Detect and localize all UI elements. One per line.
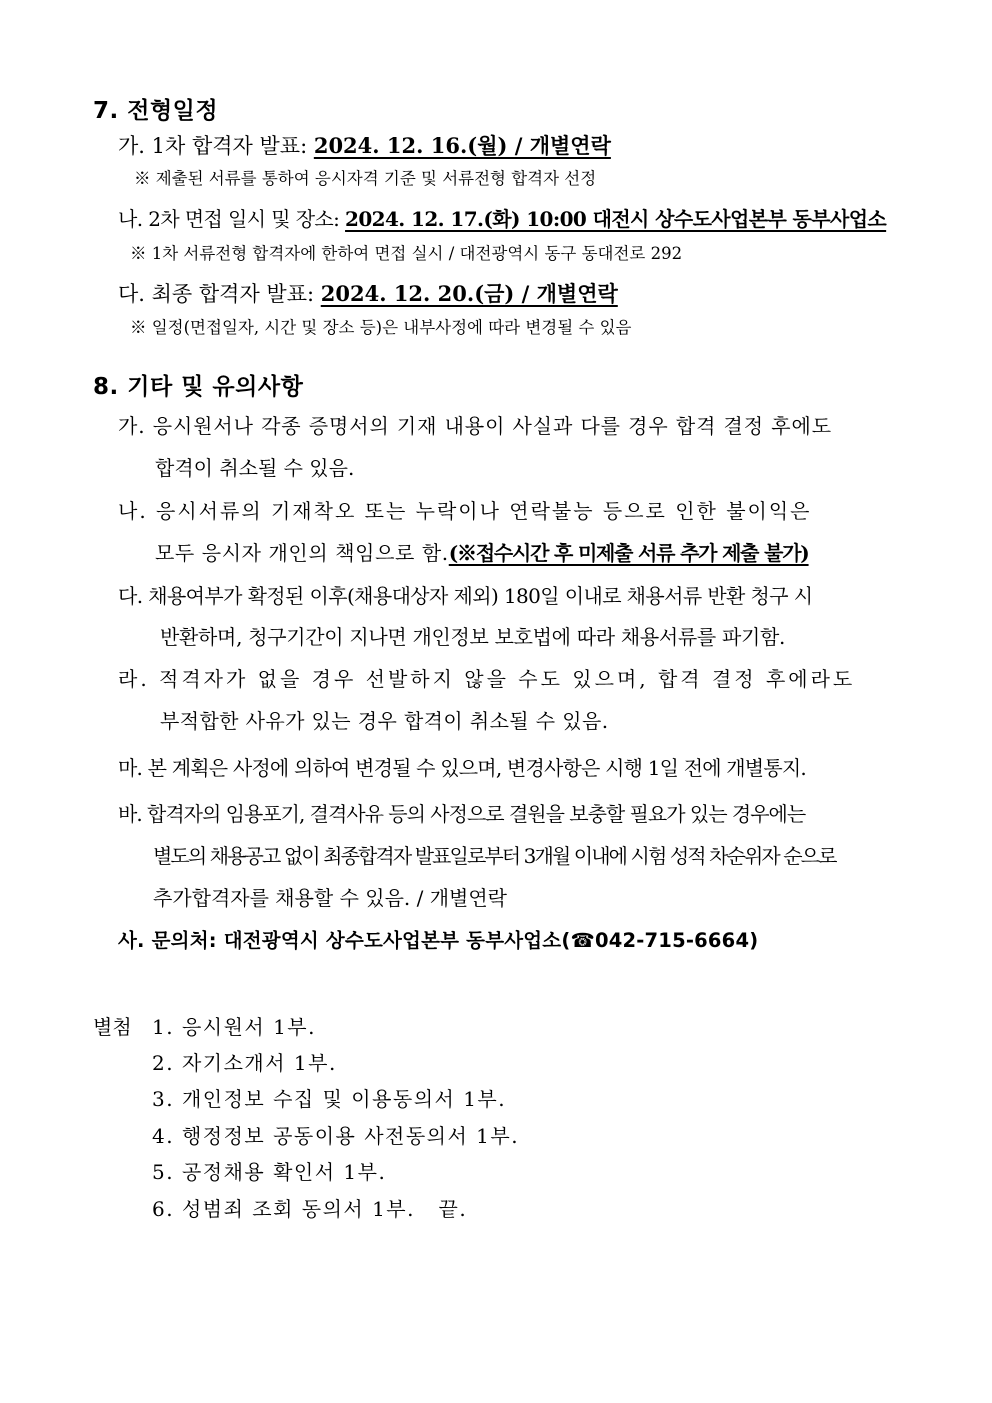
attachment-item: 1. 응시원서 1부. [152,1015,316,1039]
schedule-value: 2024. 12. 16.(월) / 개별연락 [313,133,611,158]
note-na-line2 [155,537,809,566]
schedule-value: 2024. 12. 17.(화) 10:00 대전시 상수도사업본부 동부사업소 [345,207,887,231]
schedule-item-first-announcement [118,130,611,160]
note-ga-line2: 합격이 취소될 수 있음. [155,456,355,480]
attachment-item: 3. 개인정보 수집 및 이용동의서 1부. [152,1087,507,1111]
schedule-label: 다. 최종 합격자 발표: [118,282,321,306]
contact-line: 사. 문의처: 대전광역시 상수도사업본부 동부사업소(☎042-715-6664) [118,929,759,952]
schedule-value: 2024. 12. 20.(금) / 개별연락 [320,281,618,306]
note-ba-line3: 추가합격자를 채용할 수 있음. / 개별연락 [153,886,508,910]
attachment-item: 5. 공정채용 확인서 1부. [152,1160,387,1184]
attachment-item: 4. 행정정보 공동이용 사전동의서 1부. [152,1124,520,1148]
note-ba-line1: 바. 합격자의 임용포기, 결격사유 등의 사정으로 결원을 보충할 필요가 있는 경우에는 [118,802,806,826]
section-8-title: 8. 기타 및 유의사항 [93,374,304,400]
section-7-title: 7. 전형일정 [93,98,219,124]
schedule-note: ※ 일정(면접일자, 시간 및 장소 등)은 내부사정에 따라 변경될 수 있음 [130,318,632,337]
note-text: 가. 응시원서나 각종 증명서의 기재 내용이 사실과 다를 경우 합격 결정 후에도 [118,414,832,438]
note-ma-line1: 마. 본 계획은 사정에 의하여 변경될 수 있으며, 변경사항은 시행 1일 전에 개별통지. [118,756,806,780]
schedule-label: 나. 2차 면접 일시 및 장소: [118,207,346,231]
note-ra-line1: 라. 적격자가 없을 경우 선발하지 않을 수도 있으며, 합격 결정 후에라도 [118,667,856,691]
schedule-note: ※ 1차 서류전형 합격자에 한하여 면접 실시 / 대전광역시 동구 동대전로 292 [130,244,683,263]
schedule-item-interview [118,203,886,232]
schedule-label: 가. 1차 합격자 발표: [118,134,314,158]
note-text: 모두 응시자 개인의 책임으로 함. [155,541,449,565]
note-ga-line1 [118,410,898,439]
note-ba-line2: 별도의 채용공고 없이 최종합격자 발표일로부터 3개월 이내에 시험 성적 차순위자 순으로 [153,844,836,868]
note-emphasis: (※접수시간 후 미제출 서류 추가 제출 불가) [448,541,809,565]
attachment-label: 별첨 [93,1015,132,1039]
note-da-line1: 다. 채용여부가 확정된 이후(채용대상자 제외) 180일 이내로 채용서류 반환 청구 시 [118,584,813,608]
note-na-line1: 나. 응시서류의 기재착오 또는 누락이나 연락불능 등으로 인한 불이익은 [118,499,812,523]
attachment-item: 6. 성범죄 조회 동의서 1부. 끝. [152,1197,468,1221]
note-ra-line2: 부적합한 사유가 있는 경우 합격이 취소될 수 있음. [160,709,609,733]
schedule-note: ※ 제출된 서류를 통하여 응시자격 기준 및 서류전형 합격자 선정 [134,169,597,188]
note-da-line2: 반환하며, 청구기간이 지나면 개인정보 보호법에 따라 채용서류를 파기함. [160,625,786,649]
schedule-item-final-announcement [118,278,618,308]
attachment-item: 2. 자기소개서 1부. [152,1051,337,1075]
